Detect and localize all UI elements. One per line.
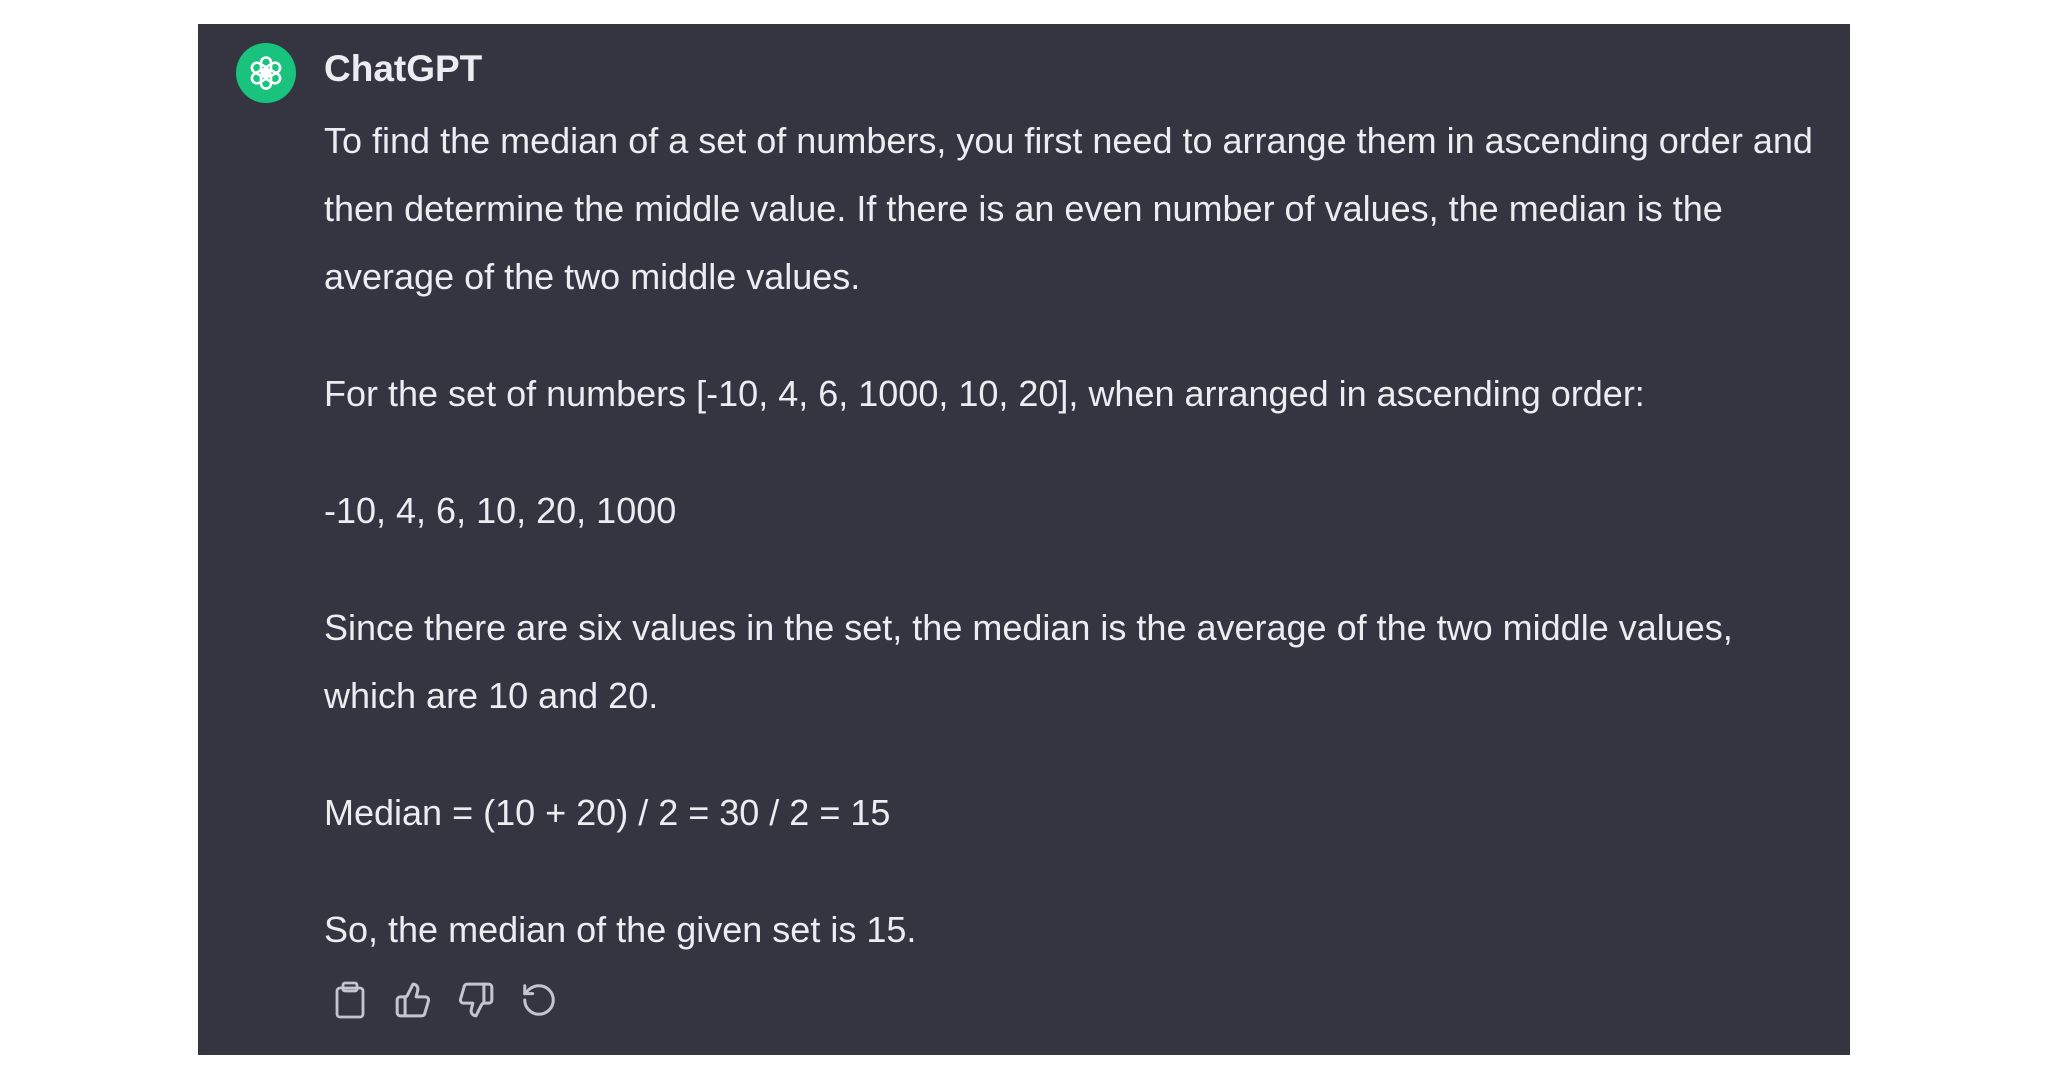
chatgpt-avatar [236, 43, 296, 103]
thumbs-up-icon [394, 981, 432, 1019]
openai-logo-icon [245, 52, 287, 94]
thumbs-up-button[interactable] [387, 974, 439, 1026]
author-name: ChatGPT [324, 48, 483, 89]
assistant-message [198, 24, 1850, 1055]
message-paragraph: For the set of numbers [-10, 4, 6, 1000, 10, 20], when arranged in ascending order: [324, 373, 1645, 414]
message-paragraph: Median = (10 + 20) / 2 = 30 / 2 = 15 [324, 792, 891, 833]
message-paragraph: -10, 4, 6, 10, 20, 1000 [324, 490, 677, 531]
thumbs-down-button[interactable] [450, 974, 502, 1026]
message-paragraph: Since there are six values in the set, the median is the average of the two middle values, which are 10 and 20. [324, 607, 1733, 716]
regenerate-button[interactable] [513, 974, 565, 1026]
thumbs-down-icon [457, 981, 495, 1019]
message-actions [324, 974, 576, 1026]
regenerate-icon [520, 981, 558, 1019]
message-content [324, 107, 1824, 964]
clipboard-icon [332, 980, 368, 1020]
message-paragraph: To find the median of a set of numbers, you first need to arrange them in ascending order and then determine the middle value. If there is an even number of values, the median is the average of the two middle values. [324, 120, 1813, 297]
message-paragraph: So, the median of the given set is 15. [324, 909, 917, 950]
copy-button[interactable] [324, 974, 376, 1026]
